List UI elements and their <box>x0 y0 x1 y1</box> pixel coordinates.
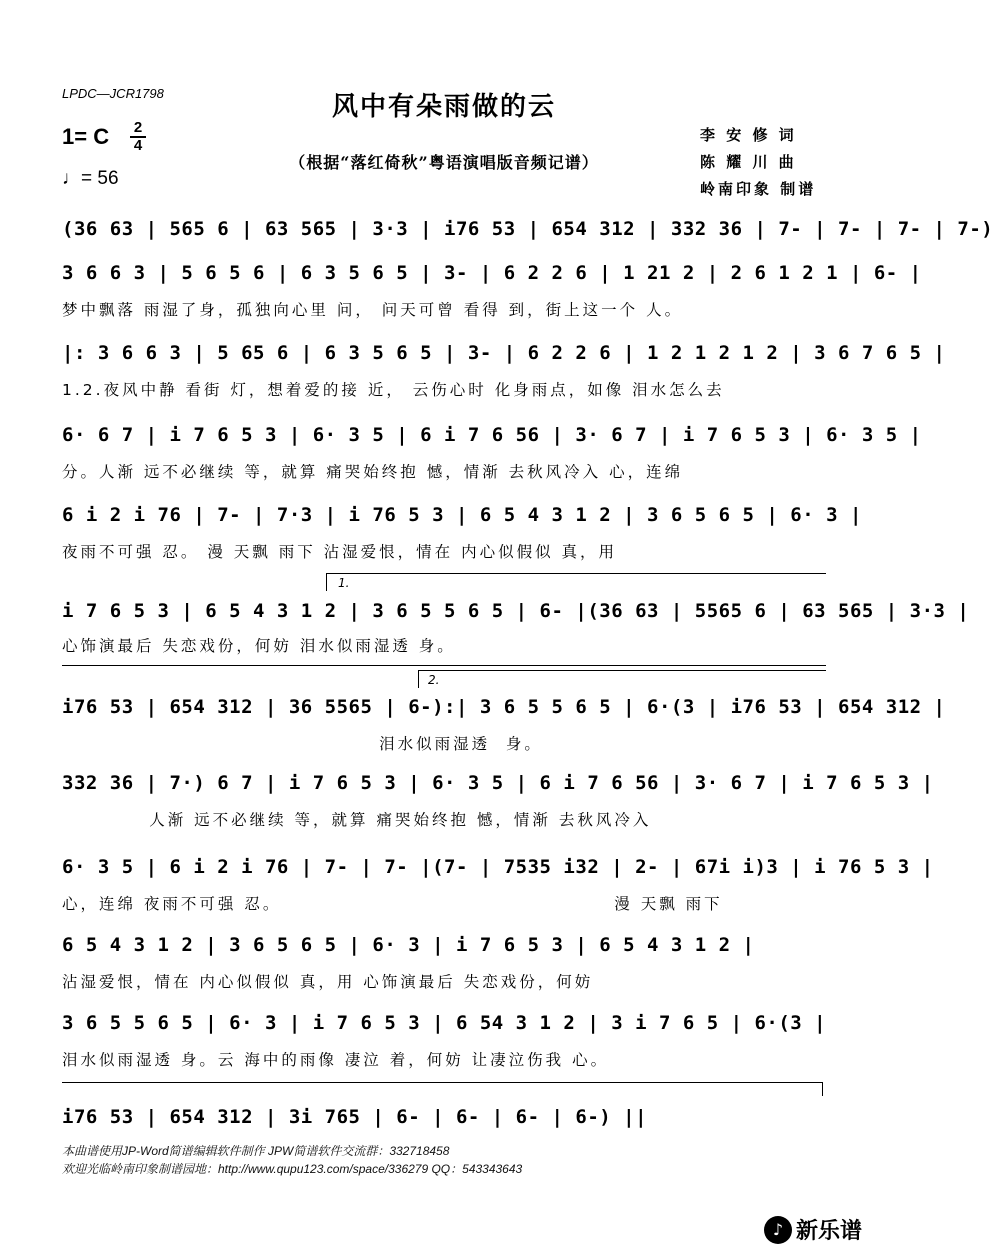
meter-bottom: 4 <box>133 137 143 154</box>
credits <box>700 122 816 203</box>
lyrics-line-2: 梦中飘落 雨湿了身，孤独向心里 问， 问天可曾 看得 到，街上这一个 人。 <box>62 301 684 319</box>
song-title: 风中有朵雨做的云 <box>331 92 556 122</box>
song-subtitle: （根据“落红倚秋”粤语演唱版音频记谱） <box>289 153 599 172</box>
lyricist: 李 安 修 词 <box>700 126 797 144</box>
notation-line-2: 3 6 6 3 | 5 6 5 6 | 6 3 5 6 5 | 3- | 6 2 2 6 | 1 21 2 | 2 6 1 2 1 | 6- | <box>62 262 922 284</box>
tempo-marking: ♩= 56 <box>62 168 119 189</box>
notation-line-12: i76 53 | 654 312 | 3i 765 | 6- | 6- | 6- | 6-) || <box>62 1106 648 1128</box>
lyrics-line-3: 1.2.夜风中静 看街 灯，想着爱的接 近， 云伤心时 化身雨点，如像 泪水怎么去 <box>62 381 725 399</box>
notation-line-6: i 7 6 5 3 | 6 5 4 3 1 2 | 3 6 5 5 6 5 | 6- |(36 63 | 5565 6 | 63 565 | 3·3 | <box>62 600 970 622</box>
footer-website-note: 欢迎光临岭南印象制谱园地：http://www.qupu123.com/space/336279 QQ：543343643 <box>62 1162 523 1176</box>
site-logo <box>764 1214 862 1245</box>
notation-line-5: 6 i 2 i 76 | 7- | 7·3 | i 76 5 3 | 6 5 4 3 1 2 | 3 6 5 6 5 | 6· 3 | <box>62 504 862 526</box>
volta-1-label: 1. <box>338 576 350 590</box>
score-code: LPDC—JCR1798 <box>62 86 164 101</box>
arranger: 岭南印象 制谱 <box>700 180 817 198</box>
logo-text: 新乐谱 <box>796 1219 863 1244</box>
volta-1-bracket <box>326 573 826 574</box>
lyrics-line-10: 沾湿爱恨，情在 内心似假似 真，用 心饰演最后 失恋戏份，何妨 <box>62 973 594 991</box>
volta-divider <box>62 665 826 666</box>
lyrics-line-9: 心，连绵 夜雨不可强 忍。 漫 天飘 雨下 <box>62 895 723 913</box>
notation-line-9: 6· 3 5 | 6 i 2 i 76 | 7- | 7- |(7- | 7535 i32 | 2- | 67i i)3 | i 76 5 3 | <box>62 856 934 878</box>
volta-1-bracket-edge <box>326 573 327 591</box>
lyrics-line-5: 夜雨不可强 忍。 漫 天飘 雨下 沾湿爱恨，情在 内心似假似 真，用 <box>62 543 617 561</box>
notation-line-3: |: 3 6 6 3 | 5 65 6 | 6 3 5 6 5 | 3- | 6 2 2 6 | 1 2 1 2 1 2 | 3 6 7 6 5 | <box>62 342 946 364</box>
volta-2-label: 2. <box>428 673 440 687</box>
lyrics-line-8: 人渐 远不必继续 等，就算 痛哭始终抱 憾，情渐 去秋风冷入 <box>62 811 652 829</box>
coda-divider-edge <box>822 1082 823 1096</box>
notation-line-4: 6· 6 7 | i 7 6 5 3 | 6· 3 5 | 6 i 7 6 56 | 3· 6 7 | i 7 6 5 3 | 6· 3 5 | <box>62 424 922 446</box>
coda-divider <box>62 1082 822 1083</box>
volta-2-bracket <box>418 670 826 671</box>
notation-line-1: (36 63 | 565 6 | 63 565 | 3·3 | i76 53 | 654 312 | 332 36 | 7- | 7- | 7- | 7-) <box>62 218 993 240</box>
composer: 陈 耀 川 曲 <box>700 153 797 171</box>
notation-line-7: i76 53 | 654 312 | 36 5565 | 6-):| 3 6 5 5 6 5 | 6·(3 | i76 53 | 654 312 | <box>62 696 946 718</box>
meter-top: 2 <box>133 119 143 136</box>
notation-line-8: 332 36 | 7·) 6 7 | i 7 6 5 3 | 6· 3 5 | 6 i 7 6 56 | 3· 6 7 | i 7 6 5 3 | <box>62 772 934 794</box>
notation-line-11: 3 6 5 5 6 5 | 6· 3 | i 7 6 5 3 | 6 54 3 1 2 | 3 i 7 6 5 | 6·(3 | <box>62 1012 827 1034</box>
lyrics-line-6: 心饰演最后 失恋戏份，何妨 泪水似雨湿透 身。 <box>62 637 456 655</box>
lyrics-line-7: 泪水似雨湿透 身。 <box>62 735 543 753</box>
footer-software-note: 本曲谱使用JP-Word简谱编辑软件制作 JPW简谱软件交流群：332718458 <box>62 1144 450 1158</box>
music-disc-icon: ♪ <box>764 1216 792 1244</box>
key-signature: 1= C <box>62 124 110 149</box>
time-signature <box>130 120 146 154</box>
volta-2-bracket-edge <box>418 670 419 688</box>
lyrics-line-4: 分。人渐 远不必继续 等，就算 痛哭始终抱 憾，情渐 去秋风冷入 心，连绵 <box>62 463 684 481</box>
lyrics-line-11: 泪水似雨湿透 身。云 海中的雨像 凄泣 着，何妨 让凄泣伤我 心。 <box>62 1051 610 1069</box>
notation-line-10: 6 5 4 3 1 2 | 3 6 5 6 5 | 6· 3 | i 7 6 5 3 | 6 5 4 3 1 2 | <box>62 934 755 956</box>
